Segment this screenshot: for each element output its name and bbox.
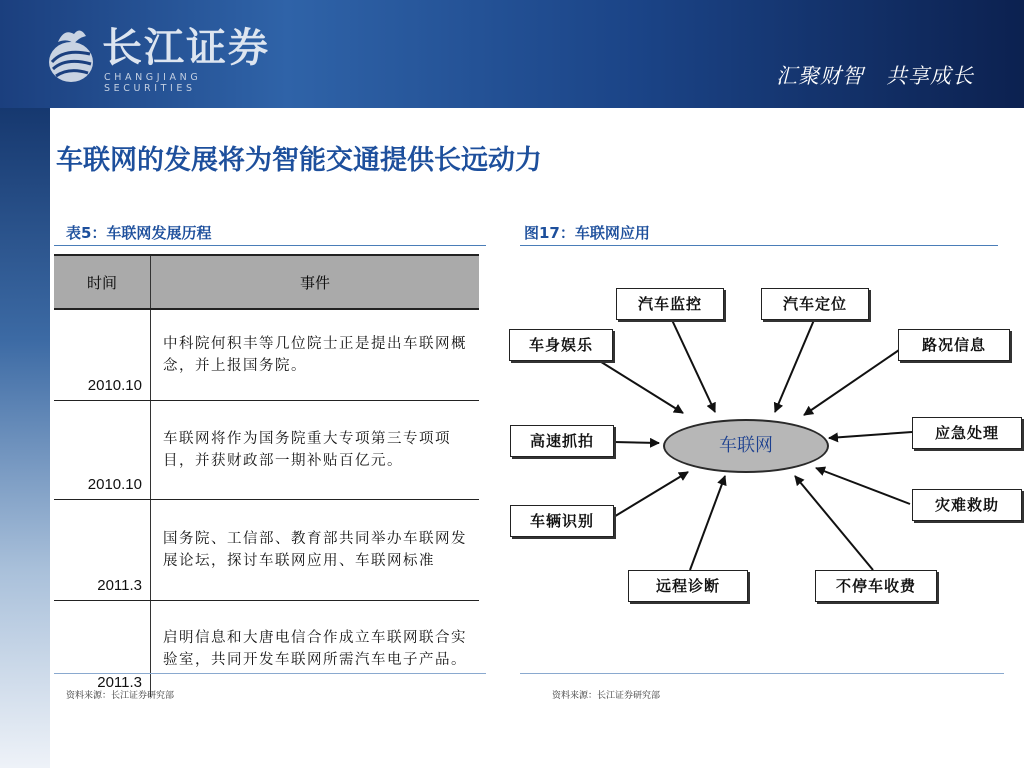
table-caption: 表5：车联网发展历程 — [66, 224, 212, 242]
node-road-conditions: 路况信息 — [898, 329, 1010, 361]
logo-english-text: CHANGJIANG SECURITIES — [104, 72, 202, 94]
row-event: 启明信息和大唐电信合作成立车联网联合实验室，共同开发车联网所需汽车电子产品。 — [163, 630, 467, 668]
row-event: 车联网将作为国务院重大专项第三专项项目，并获财政部一期补贴百亿元。 — [151, 401, 480, 500]
node-disaster-rescue: 灾难救助 — [912, 489, 1022, 521]
arrow-from-entertainment — [598, 360, 683, 413]
row-date: 2011.3 — [54, 601, 151, 698]
node-emergency-handling: 应急处理 — [912, 417, 1022, 449]
node-etc-toll: 不停车收费 — [815, 570, 937, 602]
row-date: 2010.10 — [54, 309, 151, 401]
arrow-from-traffic — [804, 348, 902, 415]
arrow-from-capture — [614, 442, 659, 443]
node-remote-diagnosis: 远程诊断 — [628, 570, 748, 602]
arrow-from-emergency — [829, 432, 912, 438]
figure-source-note: 资料来源：长江证券研究部 — [552, 691, 661, 701]
arrow-from-diagnosis — [690, 476, 725, 570]
node-highway-capture: 高速抓拍 — [510, 425, 614, 457]
table-source-note: 资料来源：长江证券研究部 — [66, 691, 175, 701]
node-vehicle-monitoring: 汽车监控 — [616, 288, 724, 320]
row-date: 2010.10 — [54, 401, 151, 500]
column-header-time: 时间 — [54, 255, 151, 309]
logo-chinese-text: 长江证券 — [102, 25, 270, 71]
figure-caption: 图17：车联网应用 — [524, 224, 650, 242]
figure-bottom-rule — [520, 673, 1004, 674]
node-vehicle-identification: 车辆识别 — [510, 505, 614, 537]
arrow-from-rescue — [816, 468, 910, 504]
row-date: 2011.3 — [54, 500, 151, 601]
node-vehicle-positioning: 汽车定位 — [761, 288, 869, 320]
arrow-from-toll — [795, 476, 873, 570]
header-slogan: 汇聚财智 共享成长 — [776, 64, 974, 88]
row-event: 国务院、工信部、教育部共同举办车联网发展论坛，探讨车联网应用、车联网标准 — [151, 500, 480, 601]
page-title: 车联网的发展将为智能交通提供长远动力 — [56, 145, 542, 176]
arrow-from-monitor — [672, 320, 715, 412]
center-node-iov: 车联网 — [663, 419, 829, 473]
node-in-car-entertainment: 车身娱乐 — [509, 329, 613, 361]
column-header-event: 事件 — [151, 255, 480, 309]
row-event: 中科院何积丰等几位院士正是提出车联网概念，并上报国务院。 — [151, 309, 480, 401]
arrow-from-identify — [612, 472, 688, 518]
arrow-from-locate — [775, 320, 814, 412]
